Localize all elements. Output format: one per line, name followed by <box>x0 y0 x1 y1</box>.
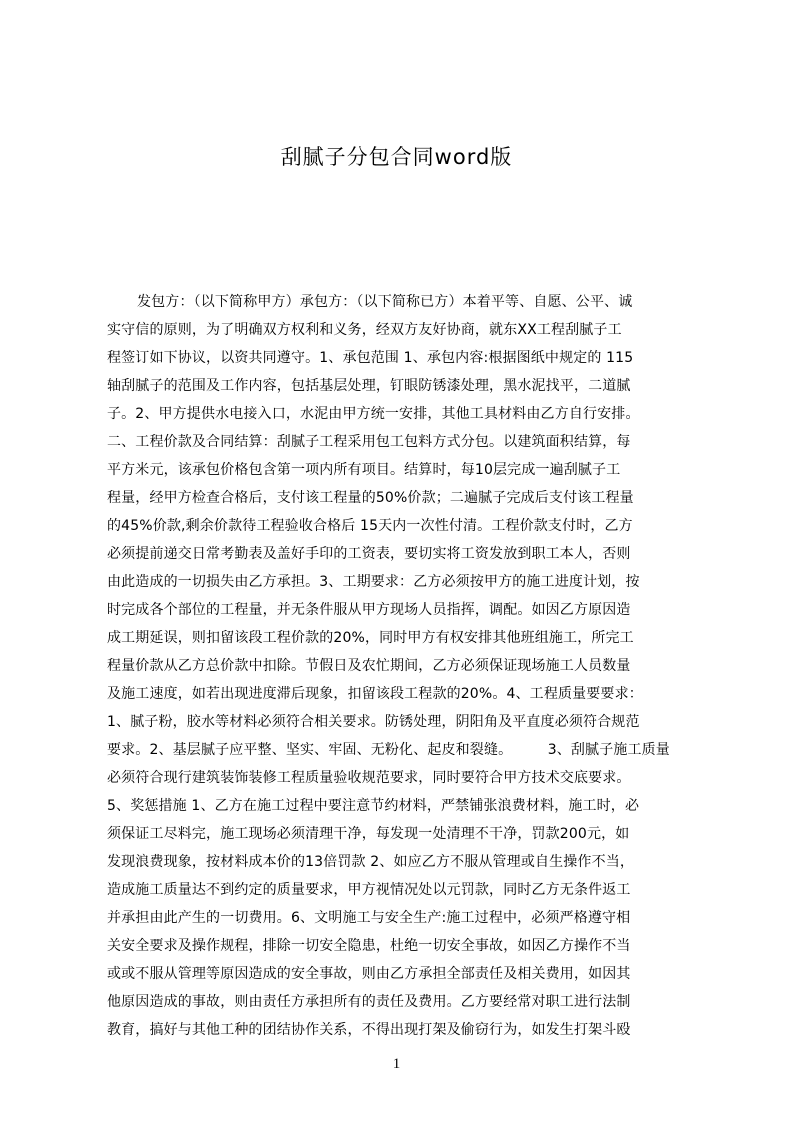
text-line: 程签订如下协议，以资共同遵守。1、承包范围 1、承包内容:根据图纸中规定的 115 <box>107 350 634 366</box>
text-line: 二、工程价款及合同结算：刮腻子工程采用包工包料方式分包。以建筑面积结算，每 <box>107 434 631 450</box>
text-line: 并承担由此产生的一切费用。6、文明施工与安全生产:施工过程中，必须严格遵守相 <box>107 910 631 926</box>
text-line: 程量，经甲方检查合格后，支付该工程量的50%价款；二遍腻子完成后支付该工程量 <box>107 490 634 506</box>
text-line: 发包方：（以下简称甲方）承包方：（以下简称已方）本着平等、自愿、公平、诚 <box>137 294 633 310</box>
text-line: 由此造成的一切损失由乙方承担。3、工期要求：乙方必须按甲方的施工进度计划，按 <box>107 574 640 590</box>
document-title: 刮腻子分包合同word版 <box>280 145 513 169</box>
text-line: 必须提前递交日常考勤表及盖好手印的工资表，要切实将工资发放到职工本人，否则 <box>107 546 631 562</box>
contract-body <box>107 288 699 1044</box>
text-line: 时完成各个部位的工程量，并无条件服从甲方现场人员指挥，调配。如因乙方原因造 <box>107 602 631 618</box>
text-line: 平方米元，该承包价格包含第一项内所有项目。结算时，每10层完成一遍刮腻子工 <box>107 462 621 478</box>
text-line: 关安全要求及操作规程，排除一切安全隐患，杜绝一切安全事故，如因乙方操作不当 <box>107 938 631 954</box>
text-line: 他原因造成的事故，则由责任方承担所有的责任及费用。乙方要经常对职工进行法制 <box>107 994 631 1010</box>
text-line: 发现浪费现象，按材料成本价的13倍罚款 2、如应乙方不服从管理或自生操作不当， <box>107 854 635 870</box>
page-number: 1 <box>392 1056 401 1072</box>
text-line: 程量价款从乙方总价款中扣除。节假日及农忙期间，乙方必须保证现场施工人员数量 <box>107 658 631 674</box>
text-line: 或或不服从管理等原因造成的安全事故，则由乙方承担全部责任及相关费用，如因其 <box>107 966 631 982</box>
text-line: 要求。2、基层腻子应平整、坚实、牢固、无粉化、起皮和裂缝。 3、刮腻子施工质量 <box>107 742 670 758</box>
text-line: 1、腻子粉，胶水等材料必须符合相关要求。防锈处理，阴阳角及平直度必须符合规范 <box>107 714 640 730</box>
text-line: 子。2、甲方提供水电接入口，水泥由甲方统一安排，其他工具材料由乙方自行安排。 <box>107 406 640 422</box>
text-line: 及施工速度，如若出现进度滞后现象，扣留该段工程款的20%。4、工程质量要要求： <box>107 686 643 702</box>
text-line: 轴刮腻子的范围及工作内容，包括基层处理，钉眼防锈漆处理，黑水泥找平，二道腻 <box>107 378 631 394</box>
text-line: 教育，搞好与其他工种的团结协作关系，不得出现打架及偷窃行为，如发生打架斗殴 <box>107 1022 631 1038</box>
text-line: 成工期延误，则扣留该段工程价款的20%，同时甲方有权安排其他班组施工，所完工 <box>107 630 634 646</box>
text-line: 5、奖惩措施 1、乙方在施工过程中要注意节约材料，严禁铺张浪费材料，施工时，必 <box>107 798 640 814</box>
text-line: 须保证工尽料完，施工现场必须清理干净，每发现一处清理不干净，罚款200元，如 <box>107 826 630 842</box>
text-line: 必须符合现行建筑装饰装修工程质量验收规范要求，同时要符合甲方技术交底要求。 <box>107 770 631 786</box>
text-line: 的45%价款,剩余价款待工程验收合格后 15天内一次性付清。工程价款支付时，乙方 <box>107 518 633 534</box>
text-line: 造成施工质量达不到约定的质量要求，甲方视情况处以元罚款，同时乙方无条件返工 <box>107 882 631 898</box>
text-line: 实守信的原则，为了明确双方权利和义务，经双方友好协商，就东XX工程刮腻子工 <box>107 322 622 338</box>
